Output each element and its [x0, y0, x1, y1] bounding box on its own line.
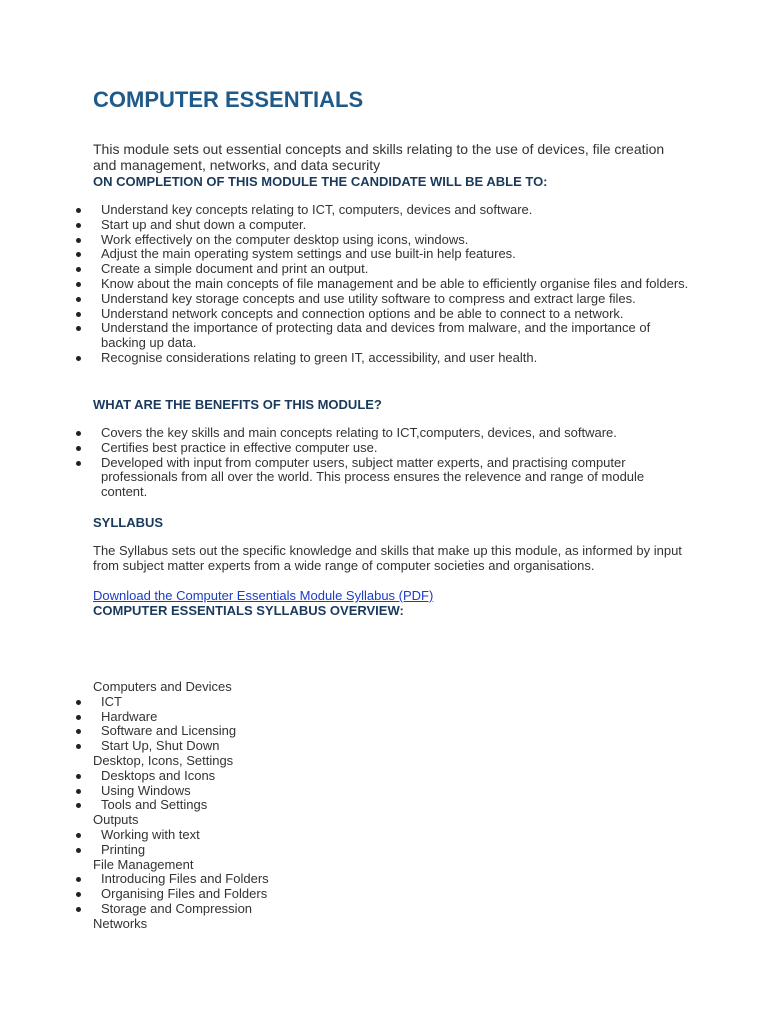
- bullet-icon: [76, 774, 81, 779]
- bullet-icon: [76, 326, 81, 331]
- bullet-icon: [76, 877, 81, 882]
- list-item-text: Start up and shut down a computer.: [101, 216, 307, 232]
- list-item: [0, 292, 690, 307]
- list-item: [0, 203, 690, 218]
- list-item: [0, 321, 690, 351]
- list-item: [0, 426, 690, 441]
- overview-item-text: Start Up, Shut Down: [101, 738, 220, 754]
- overview-item-text: Software and Licensing: [101, 723, 237, 739]
- bullet-icon: [76, 803, 81, 808]
- overview-item: [0, 695, 768, 710]
- bullet-icon: [76, 789, 81, 794]
- overview-item: [0, 843, 768, 858]
- overview-item-text: Using Windows: [101, 782, 191, 798]
- bullet-icon: [76, 729, 81, 734]
- list-item: [0, 247, 690, 262]
- list-item-text: Know about the main concepts of file management and be able to efficiently organise files and folders.: [101, 275, 689, 291]
- overview-heading: COMPUTER ESSENTIALS SYLLABUS OVERVIEW:: [93, 603, 404, 618]
- overview-item-text: ICT: [101, 693, 122, 709]
- list-item: [0, 441, 690, 456]
- bullet-icon: [76, 892, 81, 897]
- syllabus-paragraph: The Syllabus sets out the specific knowledge and skills that make up this module, as informed by input from subject matter experts from a wide range of computer societies and organisations.: [93, 543, 682, 573]
- bullet-icon: [76, 744, 81, 749]
- completion-heading: ON COMPLETION OF THIS MODULE THE CANDIDATE WILL BE ABLE TO:: [93, 174, 548, 189]
- list-item: [0, 233, 690, 248]
- overview-item-text: Working with text: [101, 826, 200, 842]
- bullet-icon: [76, 446, 81, 451]
- list-item-text: Developed with input from computer users, subject matter experts, and practising computer professionals from all over the world. This process ensures the relevence and range of module content.: [101, 454, 645, 500]
- list-item-text: Recognise considerations relating to green IT, accessibility, and user health.: [101, 349, 538, 365]
- list-item: [0, 456, 690, 500]
- overview-item: [0, 872, 768, 887]
- syllabus-overview-list: [0, 680, 768, 932]
- overview-item: [0, 798, 768, 813]
- list-item: [0, 218, 690, 233]
- benefits-heading: WHAT ARE THE BENEFITS OF THIS MODULE?: [93, 397, 382, 412]
- bullet-icon: [76, 833, 81, 838]
- overview-category: Computers and Devices: [93, 679, 232, 694]
- download-syllabus-link[interactable]: Download the Computer Essentials Module Syllabus (PDF): [93, 588, 434, 603]
- overview-item-text: Introducing Files and Folders: [101, 871, 269, 887]
- list-item-text: Create a simple document and print an output.: [101, 261, 369, 277]
- page-title: COMPUTER ESSENTIALS: [93, 87, 364, 112]
- overview-item-text: Desktops and Icons: [101, 767, 216, 783]
- list-item-text: Work effectively on the computer desktop using icons, windows.: [101, 231, 469, 247]
- overview-category: Outputs: [93, 812, 139, 828]
- overview-category: Networks: [93, 915, 148, 931]
- intro-paragraph: This module sets out essential concepts and skills relating to the use of devices, file creation and management, networks, and data security: [93, 141, 665, 173]
- list-item-text: Understand the importance of protecting data and devices from malware, and the importance of backing up data.: [101, 320, 651, 351]
- list-item-text: Understand key concepts relating to ICT, computers, devices and software.: [101, 202, 533, 217]
- bullet-icon: [76, 907, 81, 912]
- list-item: [0, 351, 690, 366]
- overview-item-text: Organising Files and Folders: [101, 886, 268, 902]
- overview-item: [0, 784, 768, 799]
- bullet-icon: [76, 208, 81, 213]
- overview-item: [0, 710, 768, 725]
- overview-category: Desktop, Icons, Settings: [93, 752, 234, 768]
- benefits-list: [0, 426, 690, 500]
- overview-item-text: Printing: [101, 841, 146, 857]
- overview-item: [0, 887, 768, 902]
- bullet-icon: [76, 715, 81, 720]
- bullet-icon: [76, 356, 81, 361]
- bullet-icon: [76, 431, 81, 436]
- list-item-text: Covers the key skills and main concepts relating to ICT,computers, devices, and software.: [101, 425, 617, 440]
- bullet-icon: [76, 282, 81, 287]
- list-item-text: Certifies best practice in effective computer use.: [101, 439, 378, 455]
- overview-category: File Management: [93, 856, 194, 872]
- list-item-text: Understand key storage concepts and use utility software to compress and extract large files.: [101, 290, 636, 306]
- list-item-text: Adjust the main operating system settings and use built-in help features.: [101, 246, 516, 262]
- list-item-text: Understand network concepts and connection options and be able to connect to a network.: [101, 305, 624, 321]
- list-item: [0, 262, 690, 277]
- overview-item-text: Hardware: [101, 708, 158, 724]
- bullet-icon: [76, 252, 81, 257]
- overview-item: [0, 724, 768, 739]
- bullet-icon: [76, 461, 81, 466]
- bullet-icon: [76, 312, 81, 317]
- overview-item-text: Tools and Settings: [101, 797, 208, 813]
- bullet-icon: [76, 238, 81, 243]
- overview-item-text: Storage and Compression: [101, 900, 253, 916]
- syllabus-heading: SYLLABUS: [93, 515, 164, 530]
- overview-item: [0, 828, 768, 843]
- overview-item: [0, 902, 768, 917]
- bullet-icon: [76, 848, 81, 853]
- list-item: [0, 277, 690, 292]
- overview-item: [0, 769, 768, 784]
- bullet-icon: [76, 223, 81, 228]
- bullet-icon: [76, 267, 81, 272]
- overview-item: [0, 739, 768, 754]
- bullet-icon: [76, 297, 81, 302]
- completion-list: [0, 203, 690, 366]
- list-item: [0, 307, 690, 322]
- bullet-icon: [76, 700, 81, 705]
